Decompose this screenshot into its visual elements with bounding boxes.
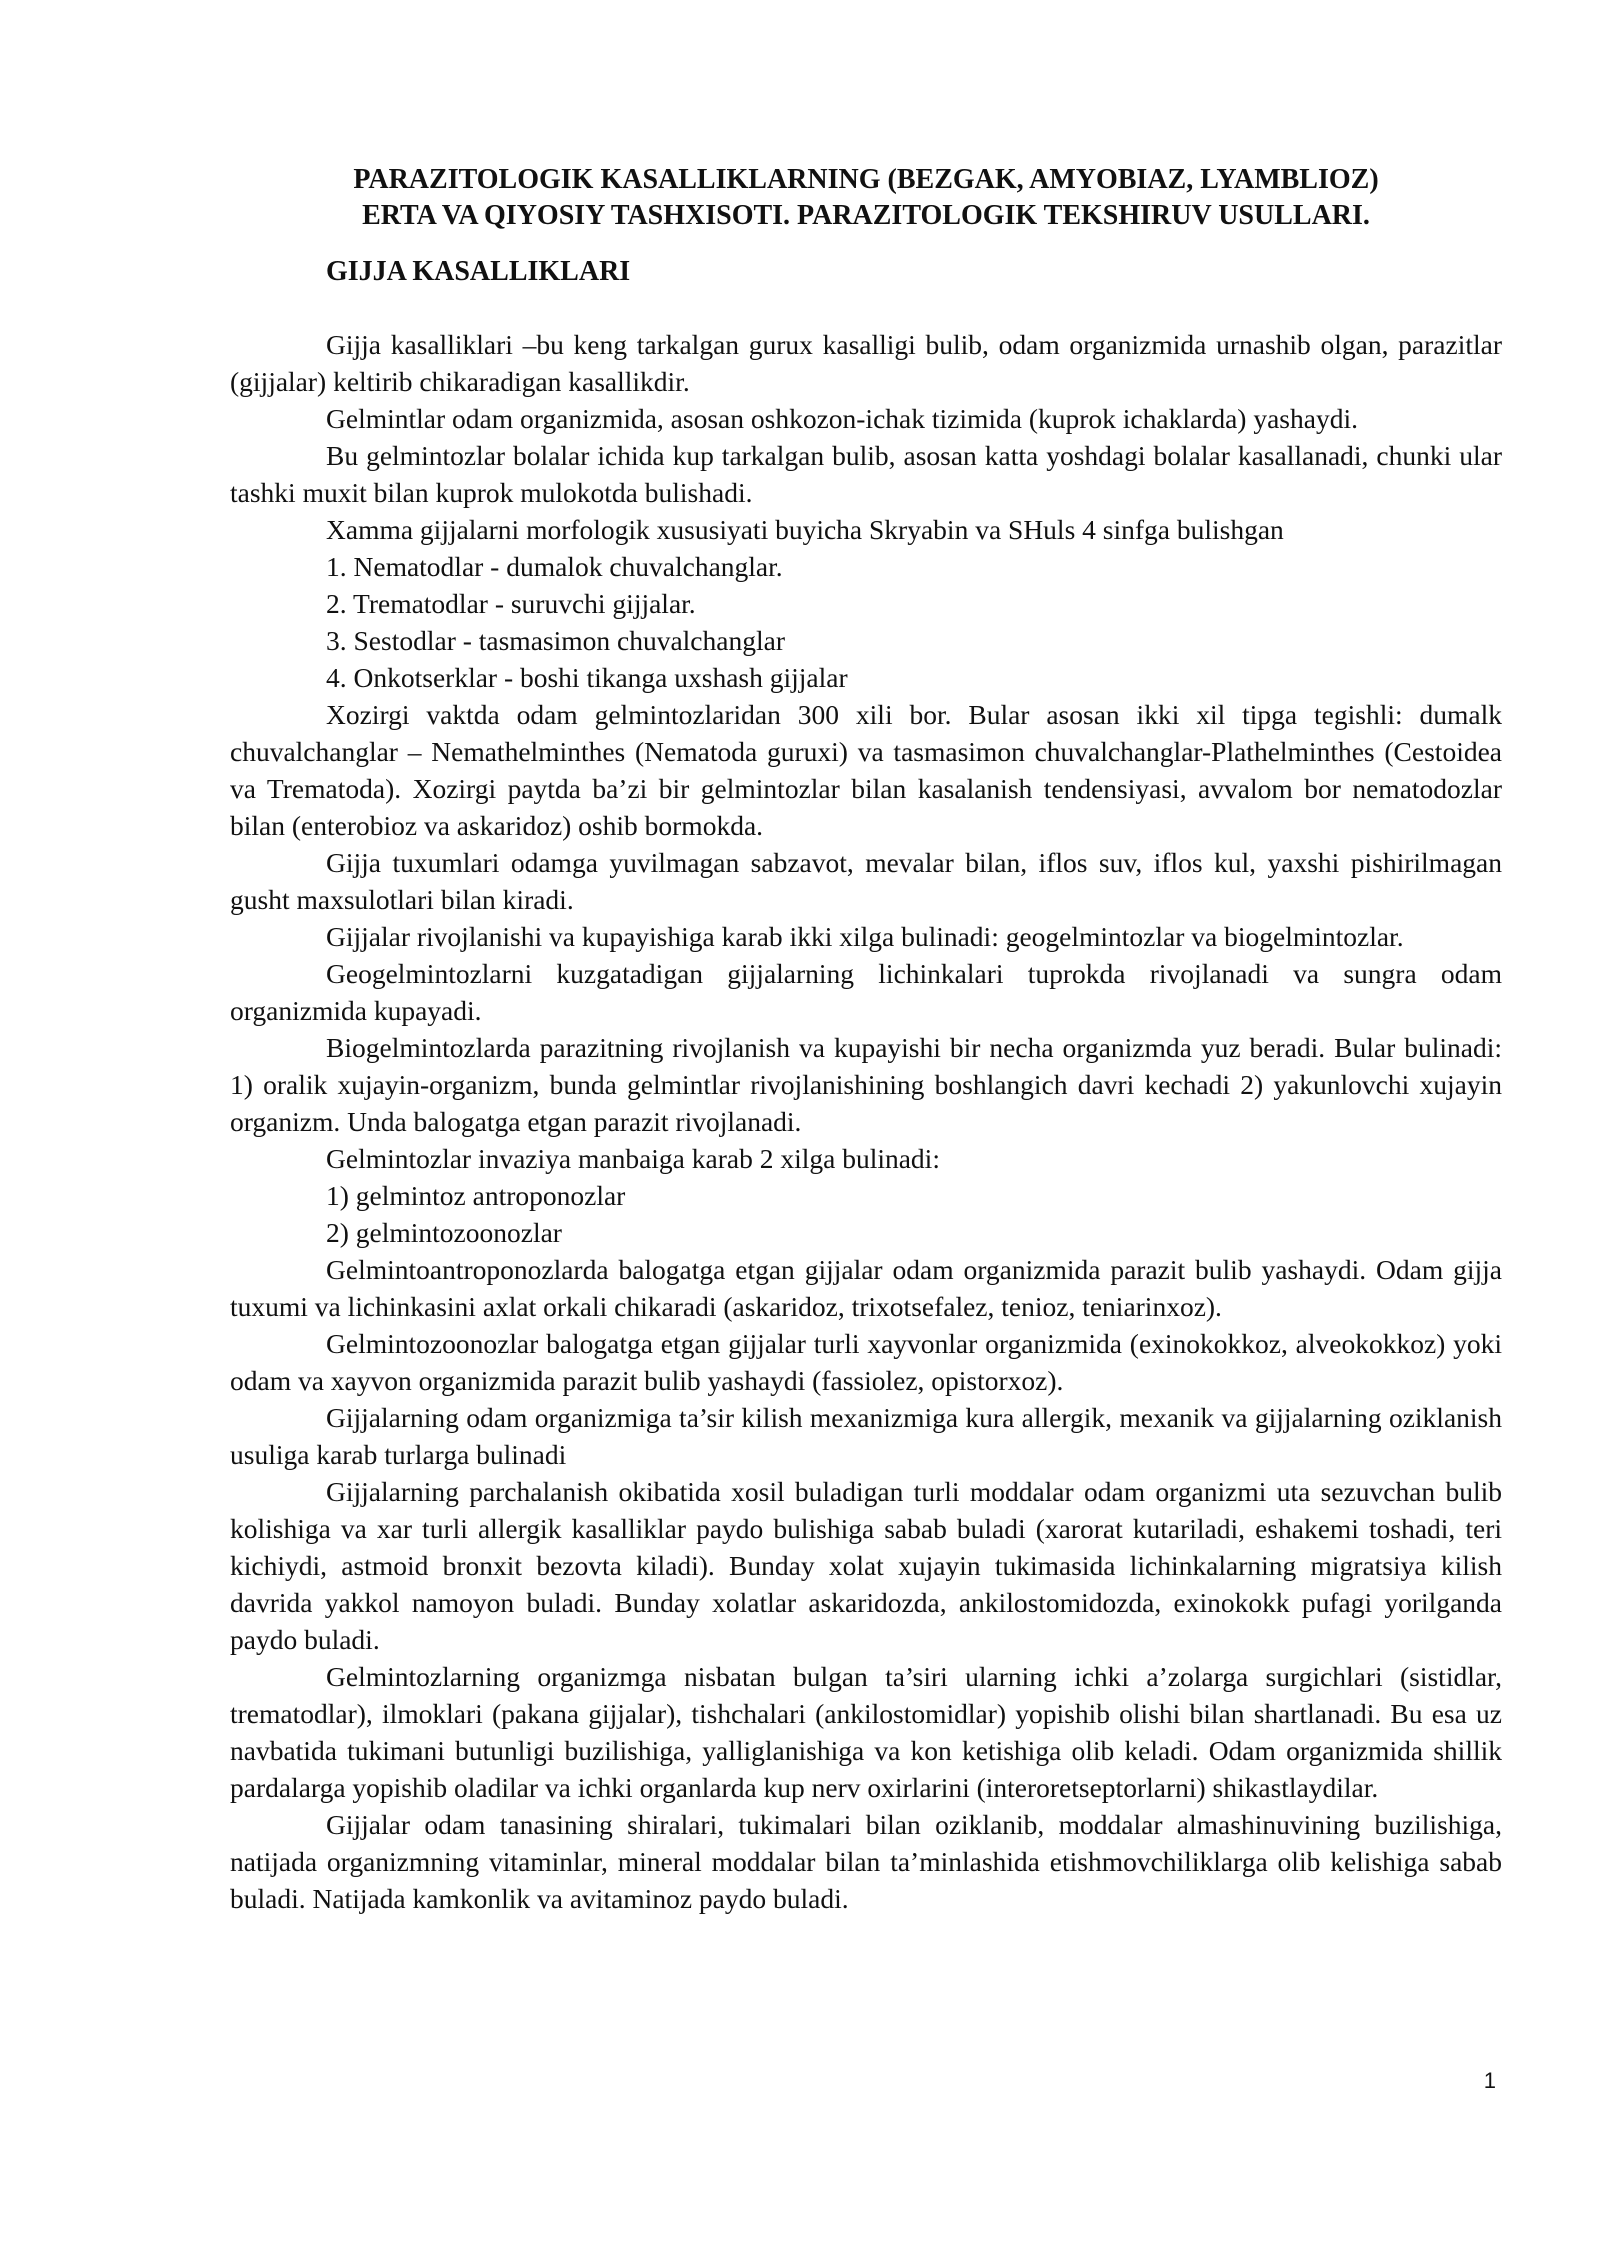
list-item: 2) gelmintozoonozlar: [326, 1217, 562, 1248]
title-line-1: PARAZITOLOGIK KASALLIKLARNING (BEZGAK, AMYOBIAZ, LYAMBLIOZ): [353, 164, 1379, 195]
paragraph: Gijjalar rivojlanishi va kupayishiga karab ikki xilga bulinadi: geogelmintozlar va biogelmintozlar.: [326, 921, 1404, 952]
paragraph: Gijja kasalliklari –bu keng tarkalgan gurux kasalligi bulib, odam organizmida urnashib olgan, parazitlar (gijjalar) keltirib chikaradigan kasallikdir.: [230, 329, 1502, 397]
list-item: 1) gelmintoz antroponozlar: [326, 1180, 626, 1211]
paragraph: Gelmintozlarning organizmga nisbatan bulgan ta’siri ularning ichki a’zolarga surgichlari (sistidlar, trematodlar), ilmoklari (pakana gijjalar), tishchalari (ankilostomidlar) yopishib olishi bilan shartlanadi. Bu esa uz navbatida tukimani butunligi buzilishiga, yalliglanishiga va kon ketishiga olib keladi. Odam organizmida shillik pardalarga yopishib oladilar va ichki organlarda kup nerv oxirlarini (interoretseptorlarni) shikastlaydilar.: [230, 1661, 1502, 1803]
list-item: 4. Onkotserklar - boshi tikanga uxshash gijjalar: [326, 662, 848, 693]
list-item: 1. Nematodlar - dumalok chuvalchanglar.: [326, 551, 783, 582]
paragraph: Gelmintozlar invaziya manbaiga karab 2 xilga bulinadi:: [326, 1143, 940, 1174]
page-number: 1: [1483, 2068, 1496, 2093]
title-line-2: ERTA VA QIYOSIY TASHXISOTI. PARAZITOLOGIK TEKSHIRUV USULLARI.: [362, 200, 1370, 231]
paragraph: Gelmintozoonozlar balogatga etgan gijjalar turli xayvonlar organizmida (exinokokkoz, alveokokkoz) yoki odam va xayvon organizmida parazit bulib yashaydi (fassiolez, opistorxoz).: [230, 1328, 1502, 1396]
list-item: 2. Trematodlar - suruvchi gijjalar.: [326, 588, 696, 619]
paragraph: Biogelmintozlarda parazitning rivojlanish va kupayishi bir necha organizmda yuz beradi. Bular bulinadi: 1) oralik xujayin-organizm, bunda gelmintlar rivojlanishining boshlangich davri kechadi 2) yakunlovchi xujayin organizm. Unda balogatga etgan parazit rivojlanadi.: [230, 1032, 1502, 1137]
paragraph: Gijja tuxumlari odamga yuvilmagan sabzavot, mevalar bilan, iflos suv, iflos kul, yaxshi pishirilmagan gusht maxsulotlari bilan kiradi.: [230, 847, 1502, 915]
paragraph: Gijjalar odam tanasining shiralari, tukimalari bilan oziklanib, moddalar almashinuvining buzilishiga, natijada organizmning vitaminlar, mineral moddalar bilan ta’minlashida etishmovchiliklarga olib kelishiga sabab buladi. Natijada kamkonlik va avitaminoz paydo buladi.: [230, 1809, 1502, 1914]
document-title: [230, 162, 1502, 234]
section-heading: GIJJA KASALLIKLARI: [326, 256, 631, 287]
paragraph: Bu gelmintozlar bolalar ichida kup tarkalgan bulib, asosan katta yoshdagi bolalar kasallanadi, chunki ular tashki muxit bilan kuprok mulokotda bulishadi.: [230, 440, 1502, 508]
document-body: [230, 326, 1502, 1917]
paragraph: Gelmintlar odam organizmida, asosan oshkozon-ichak tizimida (kuprok ichaklarda) yashaydi.: [326, 403, 1358, 434]
list-item: 3. Sestodlar - tasmasimon chuvalchanglar: [326, 625, 785, 656]
paragraph: Xamma gijjalarni morfologik xususiyati buyicha Skryabin va SHuls 4 sinfga bulishgan: [326, 514, 1284, 545]
paragraph: Gijjalarning odam organizmiga ta’sir kilish mexanizmiga kura allergik, mexanik va gijjalarning oziklanish usuliga karab turlarga bulinadi: [230, 1402, 1502, 1470]
paragraph: Gijjalarning parchalanish okibatida xosil buladigan turli moddalar odam organizmi uta sezuvchan bulib kolishiga va xar turli allergik kasalliklar paydo bulishiga sabab buladi (xarorat kutariladi, eshakemi toshadi, teri kichiydi, astmoid bronxit bezovta kiladi). Bunday xolat xujayin tukimasida lichinkalarning migratsiya kilish davrida yakkol namoyon buladi. Bunday xolatlar askaridozda, ankilostomidozda, exinokokk pufagi yorilganda paydo buladi.: [230, 1476, 1502, 1655]
paragraph: Xozirgi vaktda odam gelmintozlaridan 300 xili bor. Bular asosan ikki xil tipga tegishli: dumalk chuvalchanglar – Nemathelminthes (Nematoda guruxi) va tasmasimon chuvalchanglar-Plathelminthes (Cestoidea va Trematoda). Xozirgi paytda ba’zi bir gelmintozlar bilan kasalanish tendensiyasi, avvalom bor nematodozlar bilan (enterobioz va askaridoz) oshib bormokda.: [230, 699, 1502, 841]
paragraph: Geogelmintozlarni kuzgatadigan gijjalarning lichinkalari tuprokda rivojlanadi va sungra odam organizmida kupayadi.: [230, 958, 1502, 1026]
paragraph: Gelmintoantroponozlarda balogatga etgan gijjalar odam organizmida parazit bulib yashaydi. Odam gijja tuxumi va lichinkasini axlat orkali chikaradi (askaridoz, trixotsefalez, tenioz, teniarinxoz).: [230, 1254, 1502, 1322]
